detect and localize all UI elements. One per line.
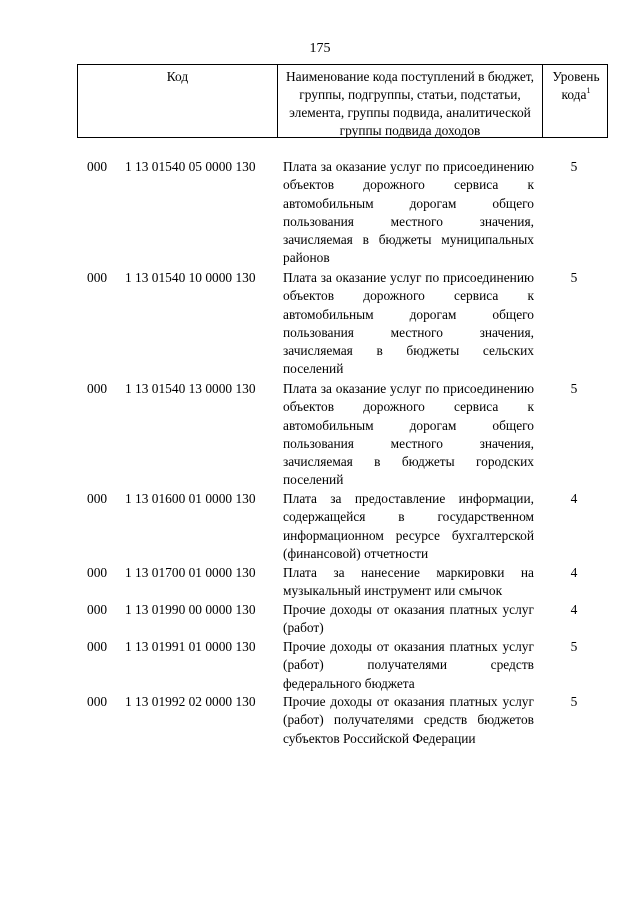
row-budget-code: 1 13 01540 10 0000 130 (125, 270, 256, 285)
row-level: 5 (570, 381, 578, 396)
header-level-code: кода (561, 87, 587, 102)
header-level (543, 68, 609, 104)
table-header (77, 64, 608, 138)
row-name: Плата за оказание услуг по присоединению объектов дорожного сервиса к автомобильным дорогам общего пользования местного значения, зачисляемая в бюджеты сельских поселений (283, 270, 534, 377)
row-level: 5 (570, 270, 578, 285)
row-budget-code: 1 13 01991 01 0000 130 (125, 639, 256, 654)
header-name: Наименование кода поступлений в бюджет, группы, подгруппы, статьи, подстатьи, элемента, группы подвида, аналитической группы подвида доходов (286, 69, 534, 138)
table-row (0, 638, 640, 693)
row-budget-code: 1 13 01990 00 0000 130 (125, 602, 256, 617)
table-row (0, 380, 640, 490)
row-admin-code: 000 (87, 565, 108, 580)
table-body (0, 158, 640, 767)
row-level: 5 (570, 694, 578, 709)
page-number: 175 (309, 41, 331, 56)
row-level: 4 (570, 491, 578, 506)
table-row (0, 490, 640, 564)
row-admin-code: 000 (87, 491, 108, 506)
row-level: 4 (570, 602, 578, 617)
row-admin-code: 000 (87, 602, 108, 617)
row-name: Прочие доходы от оказания платных услуг (работ) получателями средств бюджетов субъектов Российской Федерации (283, 694, 534, 746)
row-budget-code: 1 13 01540 05 0000 130 (125, 159, 256, 174)
row-admin-code: 000 (87, 270, 108, 285)
row-admin-code: 000 (87, 159, 108, 174)
row-admin-code: 000 (87, 381, 108, 396)
table-row (0, 564, 640, 601)
table-row (0, 693, 640, 767)
row-level: 4 (570, 565, 578, 580)
header-level-word: Уровень (552, 69, 600, 84)
row-level: 5 (570, 639, 578, 654)
row-budget-code: 1 13 01540 13 0000 130 (125, 381, 256, 396)
row-name: Плата за предоставление информации, содержащейся в государственном информационном ресурсе бухгалтерской (финансовой) отчетности (283, 491, 534, 561)
header-level-footnote: 1 (586, 86, 591, 95)
row-name: Плата за нанесение маркировки на музыкальный инструмент или смычок (283, 565, 534, 599)
row-admin-code: 000 (87, 639, 108, 654)
row-budget-code: 1 13 01700 01 0000 130 (125, 565, 256, 580)
header-code: Код (166, 69, 189, 84)
row-admin-code: 000 (87, 694, 108, 709)
row-level: 5 (570, 159, 578, 174)
table-row (0, 601, 640, 638)
row-name: Плата за оказание услуг по присоединению объектов дорожного сервиса к автомобильным дорогам общего пользования местного значения, зачисляемая в бюджеты городских поселений (283, 381, 534, 488)
row-budget-code: 1 13 01600 01 0000 130 (125, 491, 256, 506)
table-row (0, 269, 640, 380)
table-row (0, 158, 640, 269)
row-name: Прочие доходы от оказания платных услуг (работ) (283, 602, 534, 636)
row-name: Плата за оказание услуг по присоединению объектов дорожного сервиса к автомобильным дорогам общего пользования местного значения, зачисляемая в бюджеты муниципальных районов (283, 159, 534, 266)
row-name: Прочие доходы от оказания платных услуг (работ) получателями средств федерального бюджета (283, 639, 534, 691)
row-budget-code: 1 13 01992 02 0000 130 (125, 694, 256, 709)
